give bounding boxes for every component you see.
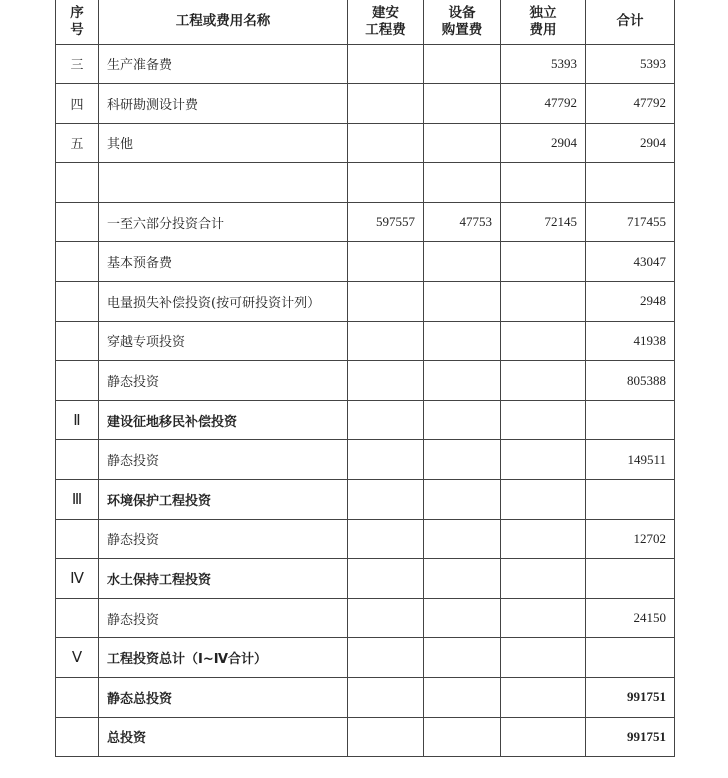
cell-name xyxy=(99,163,348,203)
cell-construction xyxy=(348,282,424,322)
cell-seq: Ⅲ xyxy=(56,480,99,520)
header-independent-line2: 费用 xyxy=(529,21,557,38)
table-row xyxy=(56,480,675,520)
cell-independent xyxy=(501,638,586,678)
cell-name: 水土保持工程投资 xyxy=(99,559,348,599)
cell-equipment xyxy=(424,480,501,520)
cell-name: 静态投资 xyxy=(99,519,348,559)
cell-construction xyxy=(348,638,424,678)
cell-equipment xyxy=(424,242,501,282)
table-row xyxy=(56,242,675,282)
table-row xyxy=(56,717,675,757)
header-independent xyxy=(501,0,586,44)
table-header-row xyxy=(56,0,675,44)
cell-total xyxy=(586,400,675,440)
cell-seq xyxy=(56,321,99,361)
cell-equipment xyxy=(424,84,501,124)
table-row xyxy=(56,44,675,84)
cell-equipment xyxy=(424,440,501,480)
cell-independent xyxy=(501,717,586,757)
cell-total: 991751 xyxy=(586,717,675,757)
table-row xyxy=(56,678,675,718)
header-total: 合计 xyxy=(586,0,675,44)
cell-name: 静态投资 xyxy=(99,440,348,480)
cell-seq xyxy=(56,717,99,757)
cell-total: 5393 xyxy=(586,44,675,84)
cell-equipment xyxy=(424,400,501,440)
cell-name: 环境保护工程投资 xyxy=(99,480,348,520)
cell-equipment xyxy=(424,361,501,401)
cell-independent xyxy=(501,480,586,520)
header-equipment-line1: 设备 xyxy=(448,4,476,21)
cell-construction xyxy=(348,598,424,638)
cell-construction xyxy=(348,519,424,559)
cell-seq xyxy=(56,598,99,638)
cell-equipment xyxy=(424,163,501,203)
header-construction-line1: 建安 xyxy=(372,4,399,21)
cell-construction xyxy=(348,400,424,440)
cell-independent xyxy=(501,559,586,599)
cell-seq xyxy=(56,202,99,242)
cell-construction xyxy=(348,480,424,520)
cell-independent xyxy=(501,361,586,401)
cell-name: 科研勘测设计费 xyxy=(99,84,348,124)
table-row xyxy=(56,321,675,361)
cell-equipment xyxy=(424,678,501,718)
cell-seq xyxy=(56,361,99,401)
table-row xyxy=(56,282,675,322)
cell-independent xyxy=(501,242,586,282)
table-row xyxy=(56,440,675,480)
cell-total xyxy=(586,480,675,520)
cell-total xyxy=(586,163,675,203)
header-equipment-line2: 购置费 xyxy=(441,21,483,38)
cell-equipment xyxy=(424,44,501,84)
cell-independent: 47792 xyxy=(501,84,586,124)
cell-equipment: 47753 xyxy=(424,202,501,242)
cell-equipment xyxy=(424,638,501,678)
cell-name: 电量损失补偿投资(按可研投资计列） xyxy=(99,282,348,322)
cell-independent: 5393 xyxy=(501,44,586,84)
cell-name: 总投资 xyxy=(99,717,348,757)
header-name: 工程或费用名称 xyxy=(99,0,348,44)
cell-equipment xyxy=(424,123,501,163)
cell-name: 一至六部分投资合计 xyxy=(99,202,348,242)
cell-independent xyxy=(501,519,586,559)
cell-total: 24150 xyxy=(586,598,675,638)
cell-seq xyxy=(56,678,99,718)
cell-construction xyxy=(348,44,424,84)
table-row xyxy=(56,400,675,440)
cell-total: 41938 xyxy=(586,321,675,361)
table-row xyxy=(56,163,675,203)
cell-name: 基本预备费 xyxy=(99,242,348,282)
header-construction xyxy=(348,0,424,44)
cell-name: 其他 xyxy=(99,123,348,163)
cell-total: 12702 xyxy=(586,519,675,559)
table-row xyxy=(56,638,675,678)
cell-equipment xyxy=(424,519,501,559)
table-row xyxy=(56,559,675,599)
cell-equipment xyxy=(424,598,501,638)
cell-construction xyxy=(348,321,424,361)
investment-table xyxy=(55,0,675,757)
cell-name: 静态投资 xyxy=(99,361,348,401)
cell-name: 静态投资 xyxy=(99,598,348,638)
header-independent-line1: 独立 xyxy=(529,4,557,21)
cell-name: 工程投资总计（Ⅰ~Ⅳ合计） xyxy=(99,638,348,678)
cell-seq xyxy=(56,519,99,559)
cell-independent xyxy=(501,321,586,361)
table-row xyxy=(56,519,675,559)
cell-total xyxy=(586,559,675,599)
cell-independent xyxy=(501,598,586,638)
cell-seq: Ⅳ xyxy=(56,559,99,599)
cell-independent xyxy=(501,678,586,718)
cell-seq: 四 xyxy=(56,84,99,124)
cell-name: 静态总投资 xyxy=(99,678,348,718)
cell-seq xyxy=(56,440,99,480)
cell-equipment xyxy=(424,321,501,361)
cell-independent xyxy=(501,163,586,203)
table-row xyxy=(56,84,675,124)
cell-seq: 五 xyxy=(56,123,99,163)
cell-total xyxy=(586,638,675,678)
table-body xyxy=(56,44,675,757)
cell-construction xyxy=(348,440,424,480)
header-seq: 序号 xyxy=(56,0,99,44)
cell-name: 穿越专项投资 xyxy=(99,321,348,361)
cell-construction xyxy=(348,242,424,282)
cell-construction xyxy=(348,163,424,203)
cell-construction xyxy=(348,559,424,599)
table-row xyxy=(56,123,675,163)
cell-independent xyxy=(501,400,586,440)
cell-independent: 2904 xyxy=(501,123,586,163)
cell-seq: Ⅱ xyxy=(56,400,99,440)
cell-equipment xyxy=(424,559,501,599)
cell-total: 149511 xyxy=(586,440,675,480)
cell-total: 991751 xyxy=(586,678,675,718)
cell-total: 2904 xyxy=(586,123,675,163)
cell-independent xyxy=(501,282,586,322)
cell-construction: 597557 xyxy=(348,202,424,242)
cell-construction xyxy=(348,717,424,757)
table-row xyxy=(56,361,675,401)
cell-name: 建设征地移民补偿投资 xyxy=(99,400,348,440)
cell-construction xyxy=(348,678,424,718)
cell-seq xyxy=(56,163,99,203)
cell-construction xyxy=(348,84,424,124)
cell-total: 2948 xyxy=(586,282,675,322)
cell-total: 805388 xyxy=(586,361,675,401)
cell-seq: 三 xyxy=(56,44,99,84)
cell-seq xyxy=(56,282,99,322)
cell-total: 717455 xyxy=(586,202,675,242)
cell-total: 47792 xyxy=(586,84,675,124)
header-equipment xyxy=(424,0,501,44)
cell-name: 生产准备费 xyxy=(99,44,348,84)
cell-equipment xyxy=(424,717,501,757)
cell-equipment xyxy=(424,282,501,322)
table-row xyxy=(56,598,675,638)
cell-seq: Ⅴ xyxy=(56,638,99,678)
cell-construction xyxy=(348,123,424,163)
table-row xyxy=(56,202,675,242)
cell-independent: 72145 xyxy=(501,202,586,242)
cell-construction xyxy=(348,361,424,401)
cell-seq xyxy=(56,242,99,282)
cell-total: 43047 xyxy=(586,242,675,282)
cell-independent xyxy=(501,440,586,480)
header-construction-line2: 工程费 xyxy=(365,21,406,38)
